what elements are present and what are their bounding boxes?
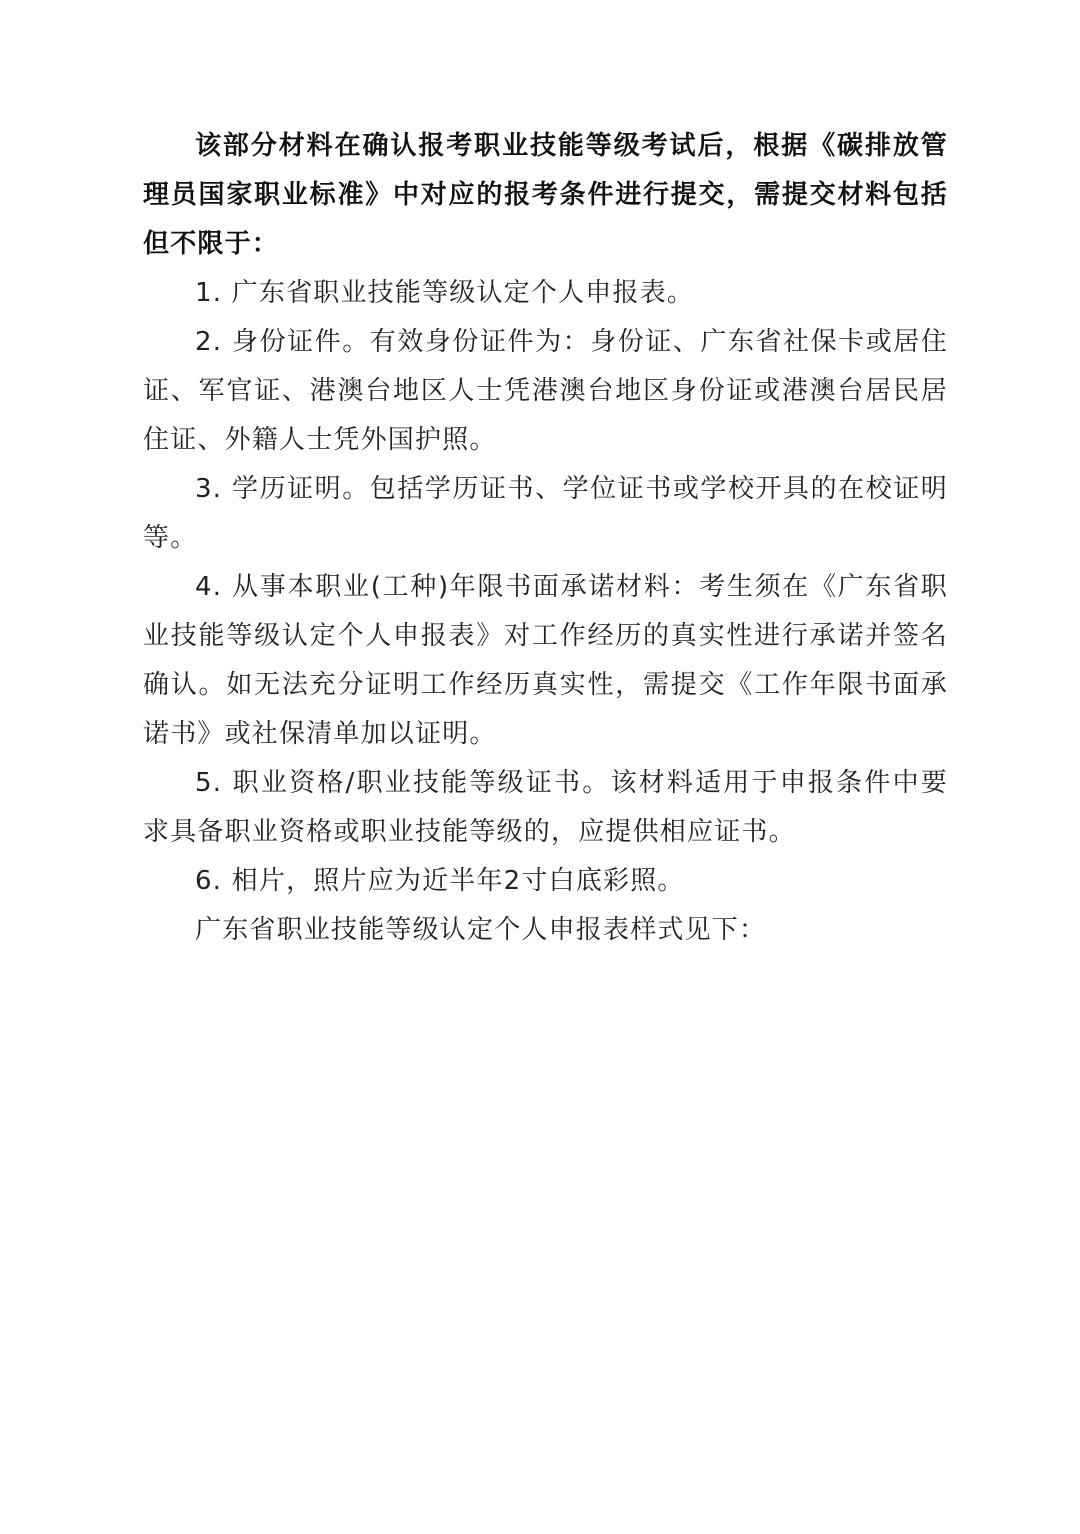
- list-item-2: 2. 身份证件。有效身份证件为：身份证、广东省社保卡或居住证、军官证、港澳台地区人士凭港澳台地区身份证或港澳台居民居住证、外籍人士凭外国护照。: [143, 327, 948, 455]
- intro-paragraph: 该部分材料在确认报考职业技能等级考试后，根据《碳排放管理员国家职业标准》中对应的报考条件进行提交，需提交材料包括但不限于：: [143, 131, 948, 259]
- list-item-1: 1. 广东省职业技能等级认定个人申报表。: [195, 278, 695, 308]
- list-item-3: 3. 学历证明。包括学历证书、学位证书或学校开具的在校证明等。: [143, 474, 948, 553]
- list-item-5: 5. 职业资格/职业技能等级证书。该材料适用于申报条件中要求具备职业资格或职业技能等级的，应提供相应证书。: [143, 768, 948, 847]
- closing-paragraph: 广东省职业技能等级认定个人申报表样式见下：: [195, 915, 767, 945]
- document-body: [143, 122, 948, 955]
- list-item-4: 4. 从事本职业(工种)年限书面承诺材料：考生须在《广东省职业技能等级认定个人申报表》对工作经历的真实性进行承诺并签名确认。如无法充分证明工作经历真实性，需提交《工作年限书面承诺书》或社保清单加以证明。: [143, 572, 948, 749]
- list-item-6: 6. 相片，照片应为近半年2寸白底彩照。: [195, 866, 685, 896]
